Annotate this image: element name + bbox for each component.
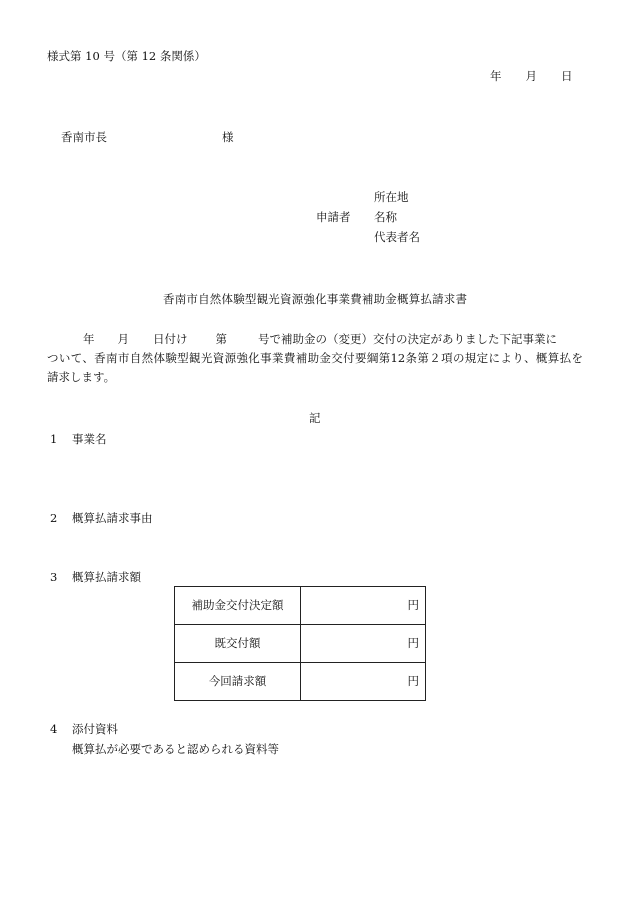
body-dated-label: 日付け [153,332,188,346]
document-title: 香南市自然体験型観光資源強化事業費補助金概算払請求書 [163,292,468,306]
body-line-2: ついて、香南市自然体験型観光資源強化事業費補助金交付要綱第12条第２項の規定により、概算払を [47,351,583,365]
addressee-honorific: 様 [222,130,234,144]
section-1-number: 1 [50,432,58,446]
body-line-1-rest: 号で補助金の（変更）交付の決定がありました下記事業に [258,332,557,346]
section-2-number: 2 [50,511,58,525]
section-4-label: 添付資料 [72,722,118,736]
date-month-label: 月 [525,69,537,83]
body-month-label: 月 [117,332,129,346]
table-row [175,587,426,625]
section-4-number: 4 [50,722,58,736]
amount-unit-this-request: 円 [301,663,426,701]
amount-label-decision: 補助金交付決定額 [175,587,301,625]
date-year-label: 年 [490,69,502,83]
body-year-label: 年 [83,332,95,346]
applicant-field-representative: 代表者名 [374,230,420,244]
form-number: 様式第 10 号（第 12 条関係） [47,49,206,63]
table-row [175,625,426,663]
amount-table [174,586,426,701]
body-line-1 [83,334,557,346]
amount-label-already-paid: 既交付額 [175,625,301,663]
body-dai-label: 第 [215,332,227,346]
section-3-label: 概算払請求額 [72,570,141,584]
body-line-3: 請求します。 [47,370,116,384]
amount-label-this-request: 今回請求額 [175,663,301,701]
amount-unit-already-paid: 円 [301,625,426,663]
applicant-label: 申請者 [316,210,351,224]
attachment-note: 概算払が必要であると認められる資料等 [72,742,279,756]
section-2-label: 概算払請求事由 [72,511,153,525]
ki-marker: 記 [309,411,321,425]
section-3-number: 3 [50,570,58,584]
date-line [490,71,573,83]
table-row [175,663,426,701]
amount-unit-decision: 円 [301,587,426,625]
applicant-field-name: 名称 [374,210,397,224]
section-1-label: 事業名 [72,432,107,446]
date-day-label: 日 [561,69,573,83]
applicant-field-address: 所在地 [374,190,409,204]
addressee-name: 香南市長 [61,130,107,144]
